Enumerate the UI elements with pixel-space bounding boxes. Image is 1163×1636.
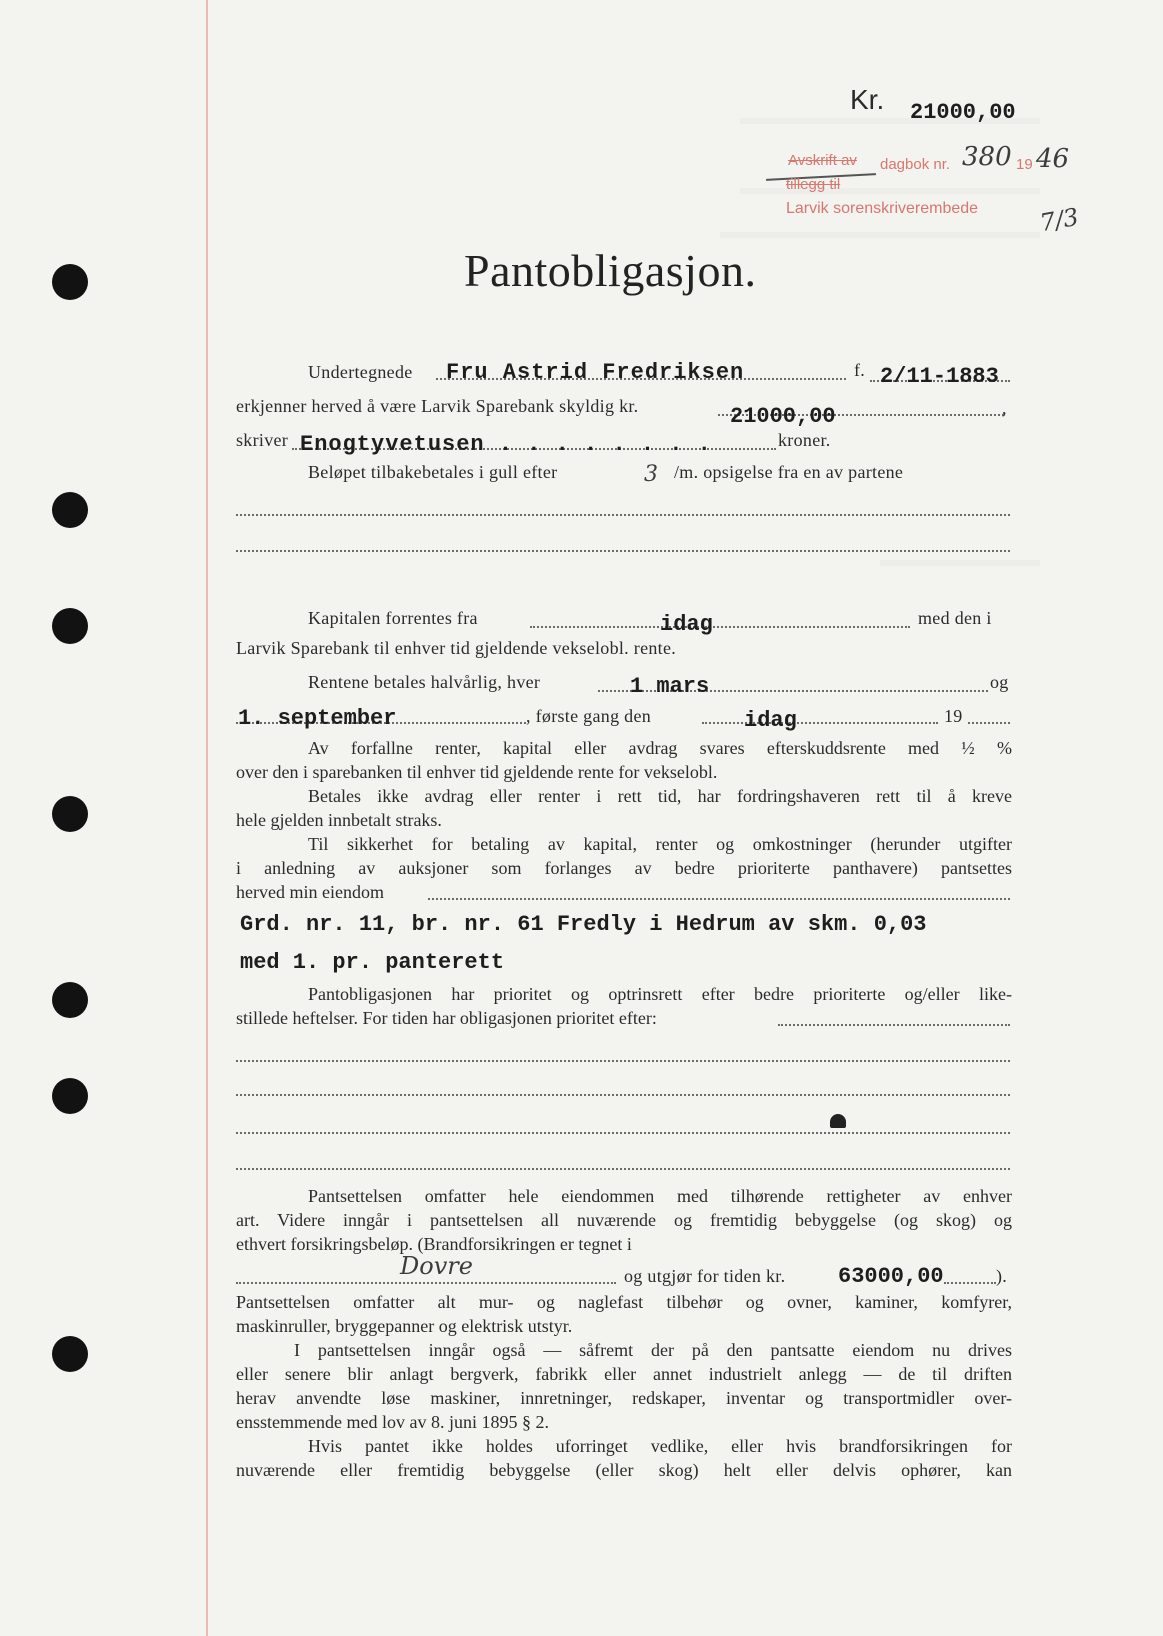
kapitalen-label: Kapitalen forrentes fra [308,608,478,628]
text-line: herved min eiendom [236,882,384,902]
stamp-avskrift: Avskrift av [788,152,857,169]
forste-gang-label: , første gang den [526,706,652,726]
dotted-line [530,626,910,628]
utgjor-label: og utgjør for tiden kr. [624,1266,786,1286]
text-line: nuværende eller fremtidig bebyggelse (eller skog) helt eller delvis ophører, kan [236,1460,1012,1480]
priority-terms [236,982,1012,1030]
second-interest-date: 1. september [238,706,397,731]
text-line: Til sikkerhet for betaling av kapital, renter og omkostninger (herunder utgifter [308,834,1012,854]
dotted-line [968,722,1010,724]
skriver-label: skriver [236,430,289,450]
text-line: ethvert forsikringsbeløp. (Brandforsikringen er tegnet i [236,1234,632,1254]
kr-label: Kr. [850,84,885,115]
first-payment-date: idag [744,708,797,733]
dotted-line [944,1282,996,1284]
opsigelse-text: /m. opsigelse fra en av partene [674,462,904,482]
insured-amount: 63000,00 [838,1264,944,1289]
belopet-text: Beløpet tilbakebetales i gull efter [308,462,558,482]
dotted-line [236,1282,616,1284]
binder-hole [52,1336,88,1372]
text-line: i anledning av auksjoner som forlanges av bedre prioriterte panthavere) pantsettes [236,858,1012,878]
kr-amount: 21000,00 [910,100,1016,125]
blank-dotted-line [236,550,1010,552]
text-line: art. Videre inngår i pantsettelsen all nuværende og fremtidig bebyggelse (og skog) og [236,1210,1012,1230]
text-line: herav anvendte løse maskiner, innretninger, redskaper, inventar og transportmidler over- [236,1388,1012,1408]
bleed-through [720,232,1040,238]
binder-hole [52,492,88,528]
final-terms [236,1290,1012,1482]
year-label: 19 [944,706,963,726]
stamp-office: Larvik sorenskriverembede [786,200,979,217]
binder-hole [52,982,88,1018]
stamp-year-print: 19 [1016,156,1033,173]
blank-dotted-line [236,1168,1010,1170]
notice-months: 3 [644,462,658,487]
coverage-terms [236,1184,1012,1256]
text-line: Av forfallne renter, kapital eller avdrag svares efterskuddsrente med ½ % [308,738,1012,758]
text-line: maskinruller, bryggepanner og elektrisk utstyr. [236,1316,573,1336]
dotted-line [778,1024,1010,1026]
binder-hole [52,608,88,644]
text-line: Pantobligasjonen har prioritet og optrinsrett efter bedre prioriterte og/eller like- [308,984,1012,1004]
debt-amount: 21000,00 [730,404,836,429]
bleed-through [740,188,1040,194]
text-line: Pantsettelsen omfatter hele eiendommen med tilhørende rettigheter av enhver [308,1186,1012,1206]
red-margin-line [206,0,208,1636]
dotted-line [428,898,1010,900]
med-den-i-label: med den i [918,608,992,628]
text-line: Betales ikke avdrag eller renter i rett tid, har fordringshaveren rett til å kreve [308,786,1012,806]
bleed-through [880,560,1040,566]
text-line: eller senere blir anlagt bergverk, fabrikk eller annet industrielt anlegg — de til driften [236,1364,1012,1384]
document-title: Pantobligasjon. [464,245,757,296]
debtor-name: Fru Astrid Fredriksen [446,360,745,385]
text-line: stillede heftelser. For tiden har obligasjonen prioritet efter: [236,1008,657,1028]
ink-blot [830,1114,846,1128]
close-paren: ). [996,1266,1008,1286]
stamp-year-hand: 46 [1036,144,1070,174]
birth-date: 2/11-1883 [880,364,999,389]
interest-rate-line: Larvik Sparebank til enhver tid gjeldende vekselobl. rente. [236,638,677,658]
text-line: over den i sparebanken til enhver tid gjeldende rente for vekselobl. [236,762,718,782]
binder-hole [52,264,88,300]
blank-dotted-line [236,1060,1010,1062]
text-line: I pantsettelsen inngår også — såfremt der på den pantsatte eiendom nu drives [294,1340,1012,1360]
binder-hole [52,1078,88,1114]
text-line: hele gjelden innbetalt straks. [236,810,442,830]
dotted-line [702,722,938,724]
amount-in-words: Enogtyvetusen . . . . . . . . [300,432,712,457]
blank-dotted-line [236,1132,1010,1134]
insurer-name: Dovre [400,1252,473,1280]
stamp-tillegg: tillegg til [786,176,841,193]
property-description: Grd. nr. 11, br. nr. 61 Fredly i Hedrum av skm. 0,03 [240,912,927,937]
erkjenner-text: erkjenner herved å være Larvik Sparebank skyldig kr. [236,396,639,416]
blank-dotted-line [236,1094,1010,1096]
stamp-date-hand: 7/3 [1037,202,1081,238]
stamp-dagbok-number: 380 [962,142,1012,172]
rentene-label: Rentene betales halvårlig, hver [308,672,541,692]
undertegnede-label: Undertegnede [308,362,413,382]
blank-dotted-line [236,514,1010,516]
text-line: Hvis pantet ikke holdes uforringet vedlike, eller hvis brandforsikringen for [308,1436,1012,1456]
kroner-label: kroner. [778,430,831,450]
binder-hole [52,796,88,832]
og-label: og [990,672,1009,692]
born-label: f. [854,360,866,380]
first-interest-date: 1 mars [630,674,710,699]
stamp-dagbok-label: dagbok nr. [880,156,951,173]
text-line: ensstemmende med lov av 8. juni 1895 § 2. [236,1412,549,1432]
comma: , [1002,398,1007,418]
interest-terms [236,736,1012,904]
interest-from-date: idag [660,612,713,637]
text-line: Pantsettelsen omfatter alt mur- og naglefast tilbehør og ovner, kaminer, komfyrer, [236,1292,1012,1312]
property-lien: med 1. pr. panterett [240,950,505,975]
